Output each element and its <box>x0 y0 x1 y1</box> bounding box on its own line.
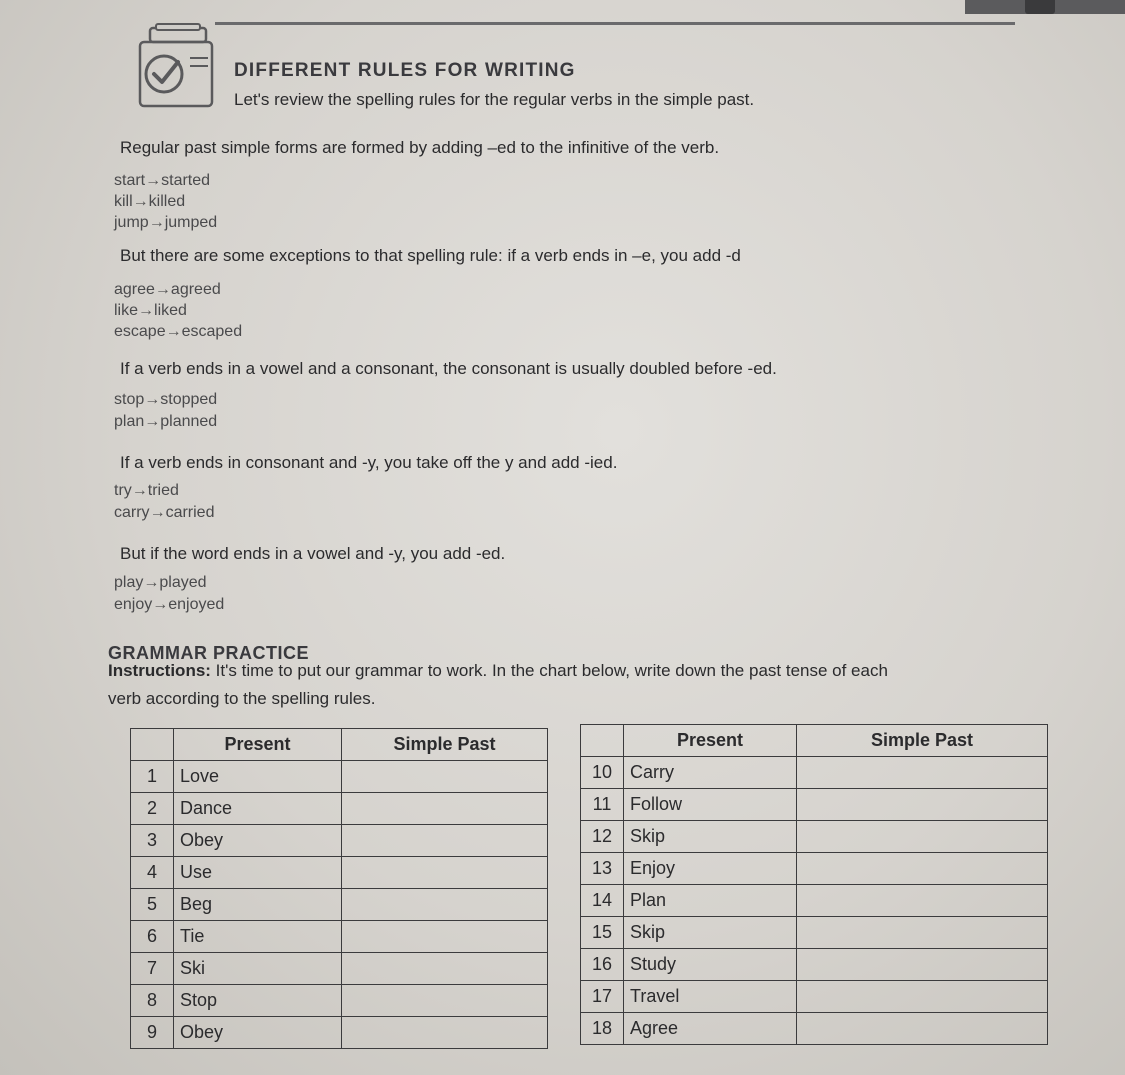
table-row <box>131 889 548 921</box>
arrow-icon: → <box>143 574 160 591</box>
row-number: 9 <box>131 1017 174 1049</box>
example-past-verb: started <box>161 172 211 189</box>
arrow-icon: → <box>149 504 166 521</box>
row-number: 13 <box>581 853 624 885</box>
row-number: 15 <box>581 917 624 949</box>
present-header: Present <box>624 725 797 757</box>
example-base-verb: carry <box>114 504 150 521</box>
table-row <box>581 853 1048 885</box>
present-verb-cell: Obey <box>174 825 342 857</box>
present-verb-cell: Carry <box>624 757 797 789</box>
present-verb-cell: Tie <box>174 921 342 953</box>
present-header: Present <box>174 729 342 761</box>
row-number: 1 <box>131 761 174 793</box>
row-number: 11 <box>581 789 624 821</box>
instructions-line1: It's time to put our grammar to work. In the chart below, write down the past tense of each <box>210 661 888 680</box>
table-header-row <box>131 729 548 761</box>
simple-past-answer-cell[interactable] <box>797 853 1048 885</box>
example-base-verb: kill <box>114 193 133 210</box>
present-verb-cell: Obey <box>174 1017 342 1049</box>
example-past-verb: stopped <box>160 391 218 408</box>
arrow-icon: → <box>148 214 165 231</box>
rule-example <box>114 482 179 500</box>
example-past-verb: planned <box>160 413 218 430</box>
num-header <box>131 729 174 761</box>
table-row <box>581 757 1048 789</box>
rule-example <box>114 302 187 320</box>
row-number: 2 <box>131 793 174 825</box>
simple-past-answer-cell[interactable] <box>797 885 1048 917</box>
arrow-icon: → <box>152 596 169 613</box>
rule-text: But there are some exceptions to that spelling rule: if a verb ends in –e, you add -d <box>120 246 741 265</box>
row-number: 12 <box>581 821 624 853</box>
example-past-verb: tried <box>147 482 179 499</box>
example-past-verb: played <box>159 574 207 591</box>
row-number: 10 <box>581 757 624 789</box>
simple-past-answer-cell[interactable] <box>342 825 548 857</box>
present-verb-cell: Skip <box>624 917 797 949</box>
simple-past-answer-cell[interactable] <box>797 821 1048 853</box>
num-header <box>581 725 624 757</box>
table-row <box>581 885 1048 917</box>
simple-past-answer-cell[interactable] <box>342 953 548 985</box>
rule-text: Regular past simple forms are formed by adding –ed to the infinitive of the verb. <box>120 138 720 157</box>
present-verb-cell: Love <box>174 761 342 793</box>
example-base-verb: agree <box>114 281 155 298</box>
practice-table-left <box>130 728 548 1049</box>
arrow-icon: → <box>132 193 149 210</box>
table-row <box>131 1017 548 1049</box>
present-verb-cell: Beg <box>174 889 342 921</box>
practice-heading: GRAMMAR PRACTICE <box>108 643 309 663</box>
example-past-verb: liked <box>154 302 187 319</box>
table-row <box>131 825 548 857</box>
header-rule <box>215 22 1015 25</box>
simple-past-answer-cell[interactable] <box>342 1017 548 1049</box>
present-verb-cell: Skip <box>624 821 797 853</box>
simple-past-answer-cell[interactable] <box>797 1013 1048 1045</box>
arrow-icon: → <box>144 391 161 408</box>
table-row <box>131 857 548 889</box>
row-number: 17 <box>581 981 624 1013</box>
simple-past-answer-cell[interactable] <box>342 857 548 889</box>
rule-example <box>114 193 185 211</box>
row-number: 5 <box>131 889 174 921</box>
practice-instructions-line2: verb according to the spelling rules. <box>108 689 376 708</box>
present-verb-cell: Stop <box>174 985 342 1017</box>
table-row <box>581 949 1048 981</box>
example-base-verb: like <box>114 302 139 319</box>
arrow-icon: → <box>144 413 161 430</box>
present-verb-cell: Use <box>174 857 342 889</box>
present-verb-cell: Study <box>624 949 797 981</box>
arrow-icon: → <box>154 281 171 298</box>
page-subtitle: Let's review the spelling rules for the regular verbs in the simple past. <box>234 90 755 109</box>
row-number: 7 <box>131 953 174 985</box>
example-past-verb: enjoyed <box>168 596 225 613</box>
example-base-verb: start <box>114 172 146 189</box>
practice-table-right <box>580 724 1048 1045</box>
example-past-verb: carried <box>165 504 215 521</box>
instructions-label: Instructions: <box>108 661 211 680</box>
rule-example <box>114 172 210 190</box>
rule-example <box>114 574 207 592</box>
example-base-verb: stop <box>114 391 145 408</box>
row-number: 4 <box>131 857 174 889</box>
simple-past-header: Simple Past <box>342 729 548 761</box>
table-row <box>581 981 1048 1013</box>
rule-example <box>114 504 214 522</box>
table-row <box>581 821 1048 853</box>
simple-past-answer-cell[interactable] <box>342 761 548 793</box>
table-row <box>131 985 548 1017</box>
example-past-verb: escaped <box>181 323 243 340</box>
table-row <box>581 789 1048 821</box>
example-base-verb: play <box>114 574 144 591</box>
present-verb-cell: Enjoy <box>624 853 797 885</box>
rule-text: If a verb ends in consonant and -y, you take off the y and add -ied. <box>120 453 618 472</box>
example-past-verb: killed <box>148 193 186 210</box>
rule-text: If a verb ends in a vowel and a consonant, the consonant is usually doubled before -ed. <box>120 359 777 378</box>
example-base-verb: try <box>114 482 132 499</box>
page-title: DIFFERENT RULES FOR WRITING <box>234 60 576 81</box>
rule-example <box>114 214 217 232</box>
simple-past-answer-cell[interactable] <box>797 917 1048 949</box>
page-edge-shadow <box>965 0 1125 14</box>
example-base-verb: jump <box>114 214 149 231</box>
simple-past-answer-cell[interactable] <box>342 921 548 953</box>
table-row <box>131 761 548 793</box>
present-verb-cell: Agree <box>624 1013 797 1045</box>
practice-instructions <box>108 661 888 681</box>
simple-past-answer-cell[interactable] <box>797 949 1048 981</box>
row-number: 6 <box>131 921 174 953</box>
row-number: 18 <box>581 1013 624 1045</box>
rule-example <box>114 323 242 341</box>
example-base-verb: plan <box>114 413 145 430</box>
present-verb-cell: Ski <box>174 953 342 985</box>
simple-past-header: Simple Past <box>797 725 1048 757</box>
present-verb-cell: Follow <box>624 789 797 821</box>
example-past-verb: agreed <box>170 281 221 298</box>
example-base-verb: escape <box>114 323 166 340</box>
example-past-verb: jumped <box>164 214 218 231</box>
example-base-verb: enjoy <box>114 596 153 613</box>
arrow-icon: → <box>145 172 162 189</box>
arrow-icon: → <box>131 482 148 499</box>
table-row <box>581 1013 1048 1045</box>
row-number: 16 <box>581 949 624 981</box>
table-header-row <box>581 725 1048 757</box>
simple-past-answer-cell[interactable] <box>797 981 1048 1013</box>
table-row <box>131 793 548 825</box>
rule-example <box>114 391 217 409</box>
rule-example <box>114 281 221 299</box>
present-verb-cell: Plan <box>624 885 797 917</box>
simple-past-answer-cell[interactable] <box>797 757 1048 789</box>
table-row <box>131 921 548 953</box>
row-number: 3 <box>131 825 174 857</box>
simple-past-answer-cell[interactable] <box>342 985 548 1017</box>
rule-text: But if the word ends in a vowel and -y, you add -ed. <box>120 544 506 563</box>
present-verb-cell: Dance <box>174 793 342 825</box>
rule-example <box>114 596 224 614</box>
simple-past-answer-cell[interactable] <box>342 889 548 921</box>
table-row <box>581 917 1048 949</box>
simple-past-answer-cell[interactable] <box>342 793 548 825</box>
arrow-icon: → <box>165 323 182 340</box>
arrow-icon: → <box>138 302 155 319</box>
table-row <box>131 953 548 985</box>
simple-past-answer-cell[interactable] <box>797 789 1048 821</box>
checkmark-clipboard-icon <box>130 20 230 115</box>
rule-example <box>114 413 217 431</box>
row-number: 14 <box>581 885 624 917</box>
present-verb-cell: Travel <box>624 981 797 1013</box>
row-number: 8 <box>131 985 174 1017</box>
